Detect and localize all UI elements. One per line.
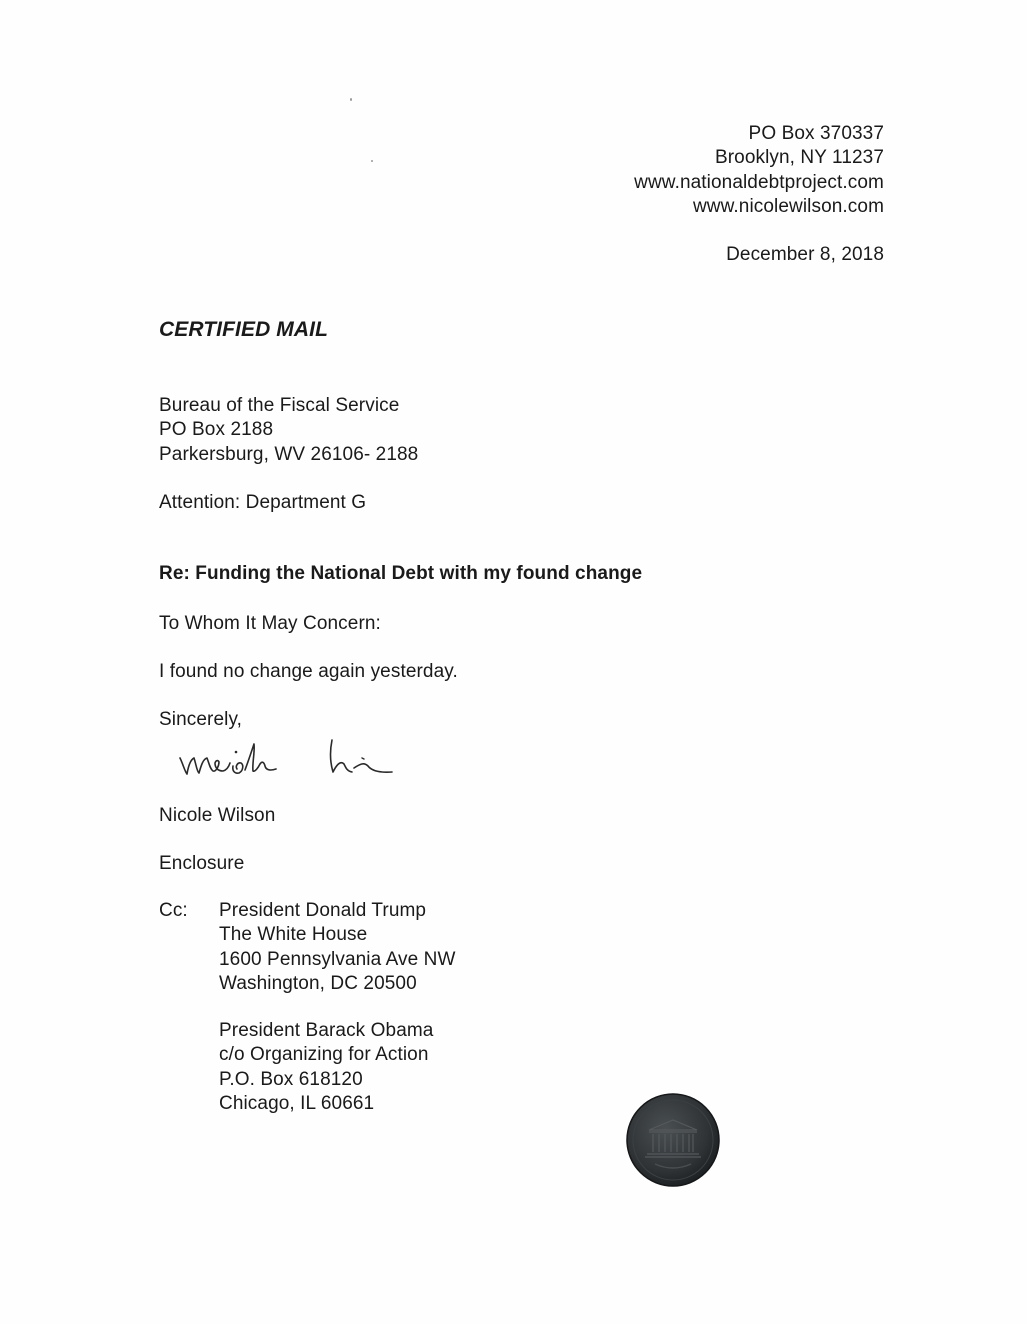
letter-body: I found no change again yesterday.	[159, 661, 458, 682]
sender-address-line: PO Box 370337	[748, 123, 884, 144]
handwritten-signature-icon	[172, 728, 412, 788]
enclosure-label: Enclosure	[159, 853, 245, 874]
subject-line: Re: Funding the National Debt with my found change	[159, 563, 643, 584]
signer-name: Nicole Wilson	[159, 805, 276, 826]
attention-line: Attention: Department G	[159, 492, 367, 513]
recipient-address	[159, 394, 418, 467]
scan-speck	[371, 160, 373, 162]
cc-recipient-line: 1600 Pennsylvania Ave NW	[219, 948, 456, 970]
certified-mail-label: CERTIFIED MAIL	[159, 318, 329, 341]
cc-recipient-block	[219, 1019, 433, 1116]
cc-recipient-block	[219, 899, 456, 996]
sender-address	[484, 122, 884, 219]
salutation: To Whom It May Concern:	[159, 613, 381, 634]
sender-address-line: Brooklyn, NY 11237	[714, 147, 884, 169]
cc-recipient-line: Chicago, IL 60661	[219, 1092, 375, 1114]
cc-recipient-line: Washington, DC 20500	[219, 972, 417, 994]
penny-coin-icon	[625, 1092, 721, 1188]
sender-website-line: www.nationaldebtproject.com	[634, 171, 884, 193]
recipient-address-line: Parkersburg, WV 26106- 2188	[159, 443, 419, 465]
closing: Sincerely,	[159, 709, 243, 730]
cc-recipient-line: P.O. Box 618120	[219, 1068, 363, 1090]
cc-recipient-line: President Donald Trump	[219, 900, 427, 921]
recipient-address-line: PO Box 2188	[159, 419, 274, 441]
cc-recipient-line: President Barack Obama	[219, 1020, 434, 1041]
cc-recipient-line: c/o Organizing for Action	[219, 1044, 429, 1066]
cc-label: Cc:	[159, 900, 188, 921]
recipient-address-line: Bureau of the Fiscal Service	[159, 395, 400, 416]
sender-website-line: www.nicolewilson.com	[692, 195, 884, 217]
letter-date: December 8, 2018	[726, 244, 884, 265]
cc-recipient-line: The White House	[219, 924, 368, 946]
scan-speck	[350, 98, 352, 101]
